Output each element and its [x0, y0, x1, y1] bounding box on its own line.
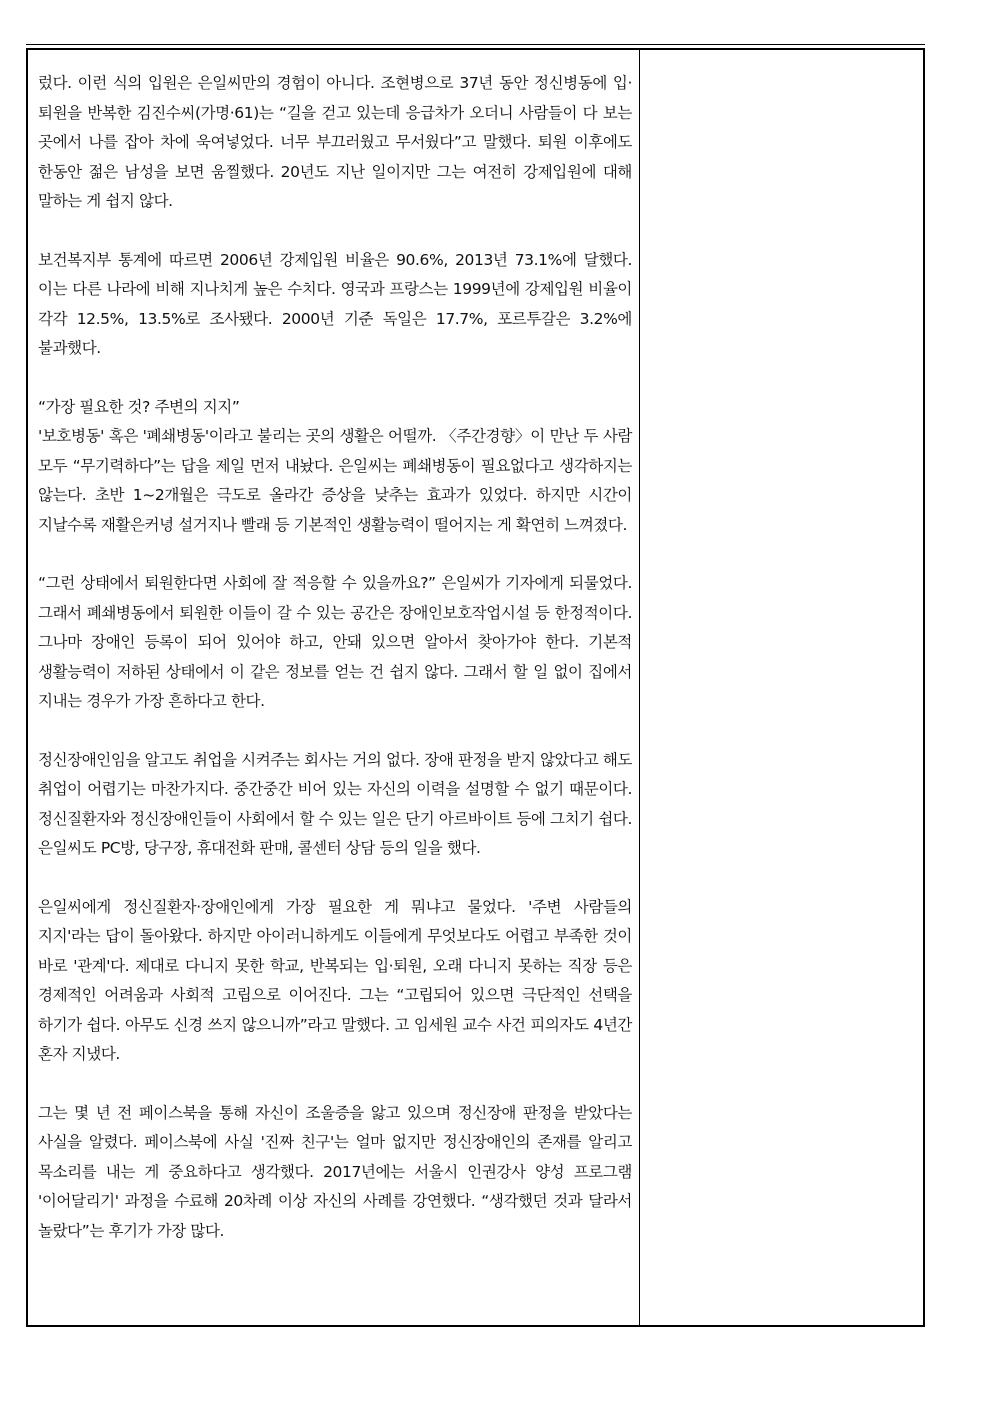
document-table	[26, 48, 925, 1327]
paragraph-1: 렀다. 이런 식의 입원은 은일씨만의 경험이 아니다. 조현병으로 37년 동안 정신병동에 입·퇴원을 반복한 김진수씨(가명·61)는 “길을 걷고 있는데 응급차가 오더니 사람들이 다 보는 곳에서 나를 잡아 차에 욱여넣었다. 너무 부끄러웠고 무서웠다”고 말했다. 퇴원 이후에도 한동안 젊은 남성을 보면 움찔했다. 20년도 지난 일이지만 그는 여전히 강제입원에 대해 말하는 게 쉽지 않다.	[38, 74, 632, 210]
article-body	[38, 69, 632, 1275]
paragraph-7: 그는 몇 년 전 페이스북을 통해 자신이 조울증을 앓고 있으며 정신장애 판정을 받았다는 사실을 알렸다. 페이스북에 사실 '진짜 친구'는 얼마 없지만 정신장애인의 존재를 알리고 목소리를 내는 게 중요하다고 생각했다. 2017년에는 서울시 인권강사 양성 프로그램 '이어달리기' 과정을 수료해 20차례 이상 자신의 사례를 강연했다. “생각했던 것과 달라서 놀랐다”는 후기가 가장 많다.	[38, 1103, 632, 1240]
paragraph-6: 은일씨에게 정신질환자·장애인에게 가장 필요한 게 뭐냐고 물었다. '주변 사람들의 지지'라는 답이 돌아왔다. 하지만 아이러니하게도 이들에게 무엇보다도 어렵고 부족한 것이 바로 '관계'다. 제대로 다니지 못한 학교, 반복되는 입·퇴원, 오래 다니지 못하는 직장 등은 경제적인 어려움과 사회적 고립으로 이어진다. 그는 “고립되어 있으면 극단적인 선택을 하기가 쉽다. 아무도 신경 쓰지 않으니까”라고 말했다. 고 임세원 교수 사건 피의자도 4년간 혼자 지냈다.	[38, 897, 632, 1063]
paragraph-2: 보건복지부 통계에 따르면 2006년 강제입원 비율은 90.6%, 2013년 73.1%에 달했다. 이는 다른 나라에 비해 지나치게 높은 수치다. 영국과 프랑스는 1999년에 강제입원 비율이 각각 12.5%, 13.5%로 조사됐다. 2000년 기준 독일은 17.7%, 포르투갈은 3.2%에 불과했다.	[38, 250, 632, 357]
empty-side-cell	[640, 50, 923, 1325]
paragraph-5: 정신장애인임을 알고도 취업을 시켜주는 회사는 거의 없다. 장애 판정을 받지 않았다고 해도 취업이 어렵기는 마찬가지다. 중간중간 비어 있는 자신의 이력을 설명할 수 없기 때문이다. 정신질환자와 정신장애인들이 사회에서 할 수 있는 일은 단기 아르바이트 등에 그치기 쉽다. 은일씨도 PC방, 당구장, 휴대전화 판매, 콜센터 상담 등의 일을 했다.	[38, 750, 632, 857]
section-heading: “가장 필요한 것? 주변의 지지”	[38, 397, 240, 416]
top-rule	[26, 44, 925, 45]
paragraph-4: “그런 상태에서 퇴원한다면 사회에 잘 적응할 수 있을까요?” 은일씨가 기자에게 되물었다. 그래서 폐쇄병동에서 퇴원한 이들이 갈 수 있는 공간은 장애인보호작업시설 등 한정적이다. 그나마 장애인 등록이 되어 있어야 하고, 안돼 있으면 알아서 찾아가야 한다. 기본적 생활능력이 저하된 상태에서 이 같은 정보를 얻는 건 쉽지 않다. 그래서 할 일 없이 집에서 지내는 경우가 가장 흔하다고 한다.	[38, 574, 632, 710]
paragraph-3: '보호병동' 혹은 '폐쇄병동'이라고 불리는 곳의 생활은 어떨까. 〈주간경향〉이 만난 두 사람 모두 “무기력하다”는 답을 제일 먼저 내놨다. 은일씨는 폐쇄병동이 필요없다고 생각하지는 않는다. 초반 1~2개월은 극도로 올라간 증상을 낮추는 효과가 있었다. 하지만 시간이 지날수록 재활은커녕 설거지나 빨래 등 기본적인 생활능력이 떨어지는 게 확연히 느껴졌다.	[38, 427, 632, 534]
